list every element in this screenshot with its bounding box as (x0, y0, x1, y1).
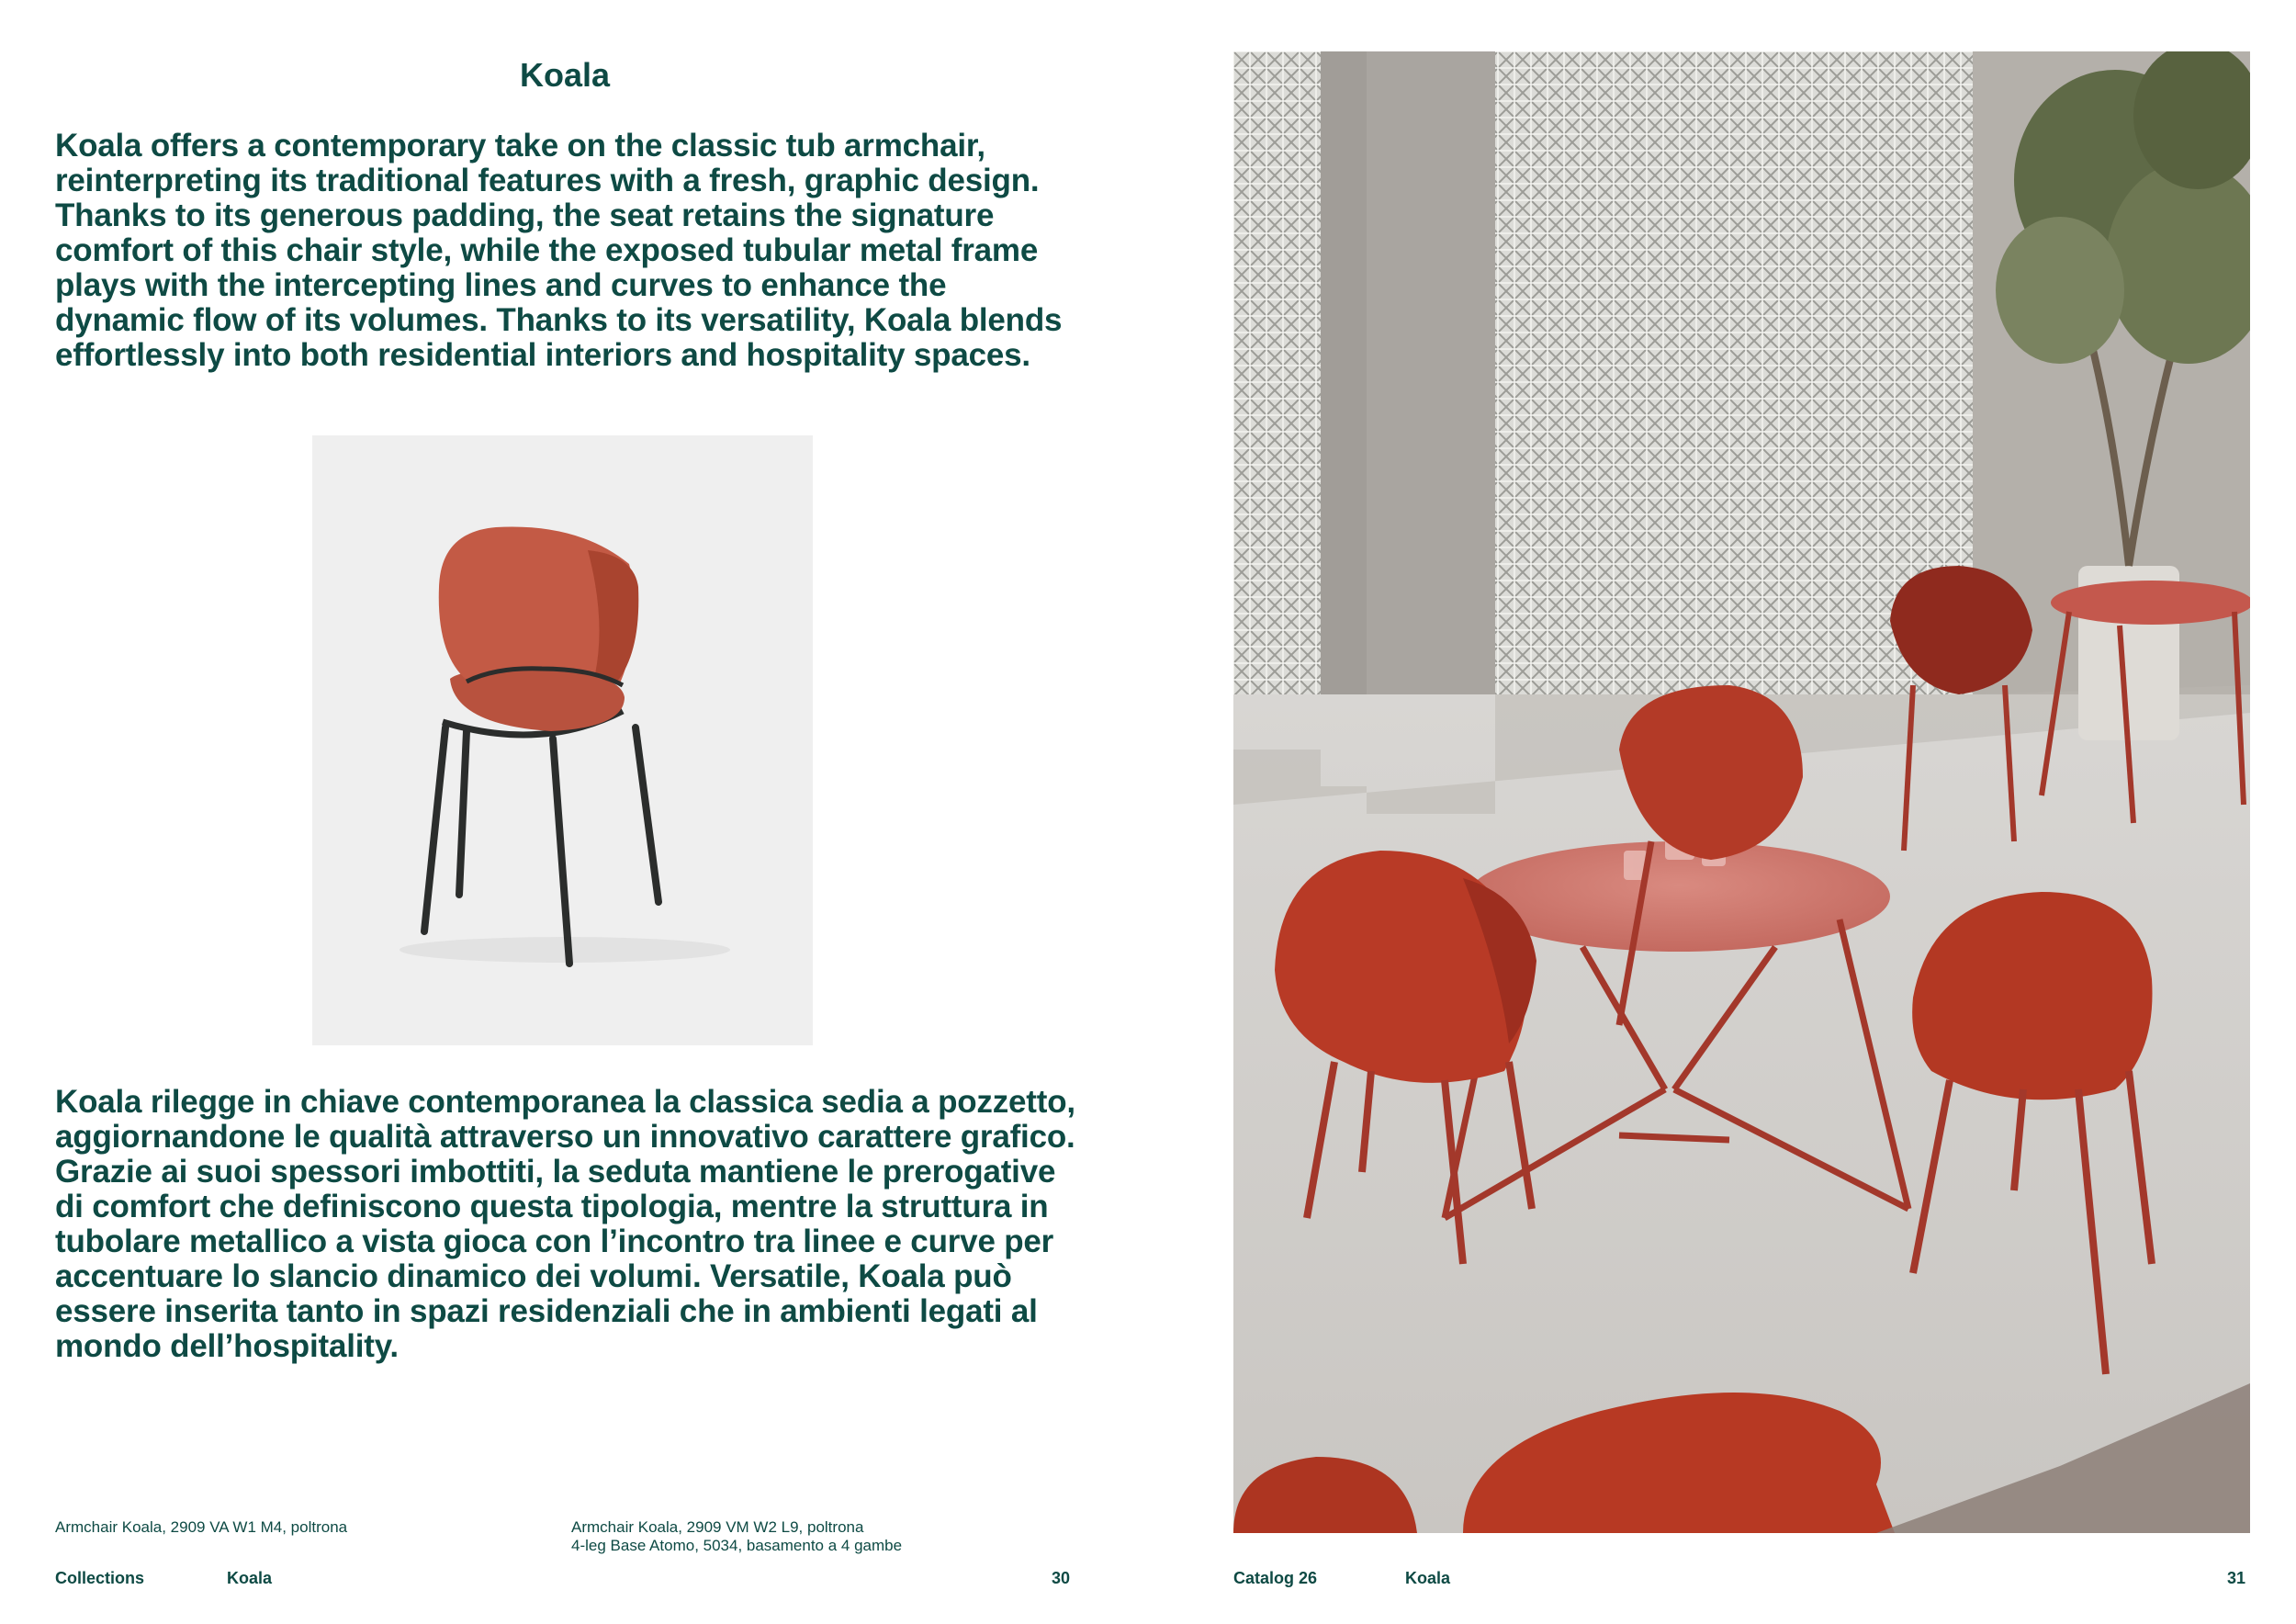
caption-scene-line-2: 4-leg Base Atomo, 5034, basamento a 4 gambe (571, 1537, 903, 1554)
interior-photo (1233, 51, 2250, 1533)
description-english: Koala offers a contemporary take on the classic tub armchair, reinterpreting its traditional features with a fresh, graphic design. Thanks to its generous padding, the seat retains the signature comfort of this chair style, while the exposed tubular metal frame plays with the intercepting lines and curves to enhance the dynamic flow of its volumes. Thanks to its versatility, Koala blends effortlessly into both residential interiors and hospitality spaces. (55, 128, 1063, 373)
interior-scene-icon (1233, 51, 2250, 1533)
caption-product: Armchair Koala, 2909 VA W1 M4, poltrona (55, 1518, 348, 1536)
caption-scene (571, 1518, 902, 1555)
footer-collection-right: Koala (1405, 1569, 1451, 1587)
footer-section: Collections (55, 1569, 145, 1587)
caption-scene-line-1: Armchair Koala, 2909 VM W2 L9, poltrona (571, 1518, 864, 1536)
footer-collection: Koala (227, 1569, 273, 1587)
page-number-left: 30 (1051, 1569, 1070, 1587)
page-title: Koala (519, 56, 611, 94)
product-photo (312, 435, 813, 1045)
armchair-icon (312, 435, 813, 1045)
description-italian: Koala rilegge in chiave contemporanea la classica sedia a pozzetto, aggiornandone le qualità attraverso un innovativo carattere grafico. Grazie ai suoi spessori imbottiti, la seduta mantiene le prerogative di comfort che definiscono questa tipologia, mentre la struttura in tubolare metallico a vista gioca con l’incontro tra linee e curve per accentuare lo slancio dinamico dei volumi. Versatile, Koala può essere inserita tanto in spazi residenziali che in ambienti legati al mondo dell’hospitality. (55, 1084, 1075, 1364)
footer-catalog: Catalog 26 (1233, 1569, 1318, 1587)
page-number-right: 31 (2226, 1569, 2245, 1587)
right-page (1148, 0, 2296, 1624)
